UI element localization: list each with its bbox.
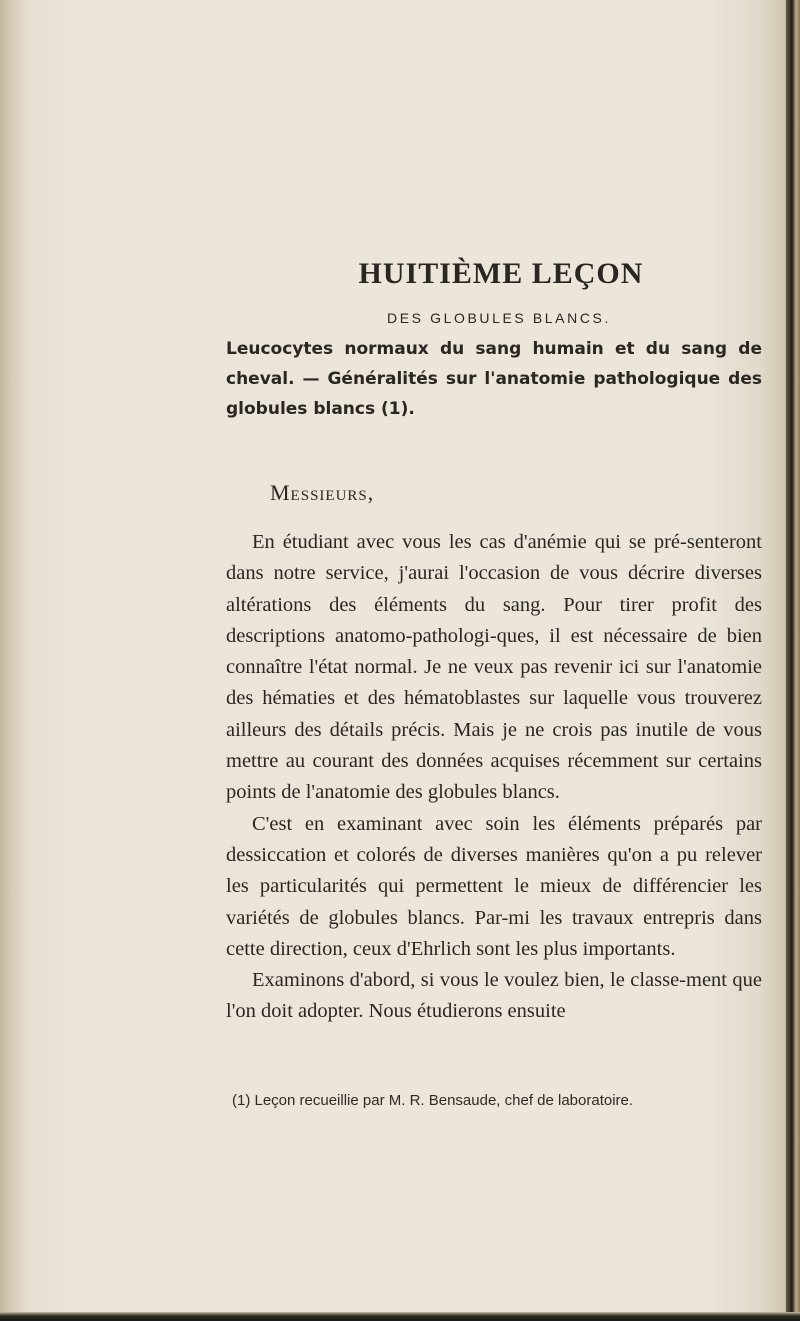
page-binding-shadow: [0, 0, 22, 1321]
chapter-summary: Leucocytes normaux du sang humain et du sang de cheval. — Généralités sur l'anatomie pathologique des globules blancs (1).: [226, 339, 762, 419]
body-text: [226, 527, 762, 1028]
paragraph: En étudiant avec vous les cas d'anémie qui se pré-senteront dans notre service, j'aurai l'occasion de vous décrire diverses altérations des éléments du sang. Pour tirer profit des descriptions anatomo-pathologi-ques, il est nécessaire de bien connaître l'état normal. Je ne veux pas revenir ici sur l'anatomie des hématies et des hématoblastes sur laquelle vous trouverez ailleurs des détails précis. Mais je ne crois pas inutile de vous mettre au courant des données acquises récemment sur certains points de l'anatomie des globules blancs.: [226, 531, 762, 804]
salutation: Messieurs,: [270, 480, 375, 505]
page-edge: [786, 0, 800, 1321]
page-bottom-edge: [0, 1312, 800, 1321]
chapter-title: HUITIÈME LEÇON: [358, 257, 644, 290]
paragraph: Examinons d'abord, si vous le voulez bien, le classe-ment que l'on doit adopter. Nous étudierons ensuite: [226, 969, 762, 1023]
chapter-subtitle: DES GLOBULES BLANCS.: [387, 310, 611, 326]
footnote: (1) Leçon recueillie par M. R. Bensaude, chef de laboratoire.: [232, 1092, 634, 1109]
page-text-block: [226, 250, 762, 1109]
paragraph: C'est en examinant avec soin les éléments préparés par dessiccation et colorés de diverses manières qu'on a pu relever les particularités qui permettent le mieux de différencier les variétés de globules blancs. Par-mi les travaux entrepris dans cette direction, ceux d'Ehrlich sont les plus importants.: [226, 812, 762, 960]
